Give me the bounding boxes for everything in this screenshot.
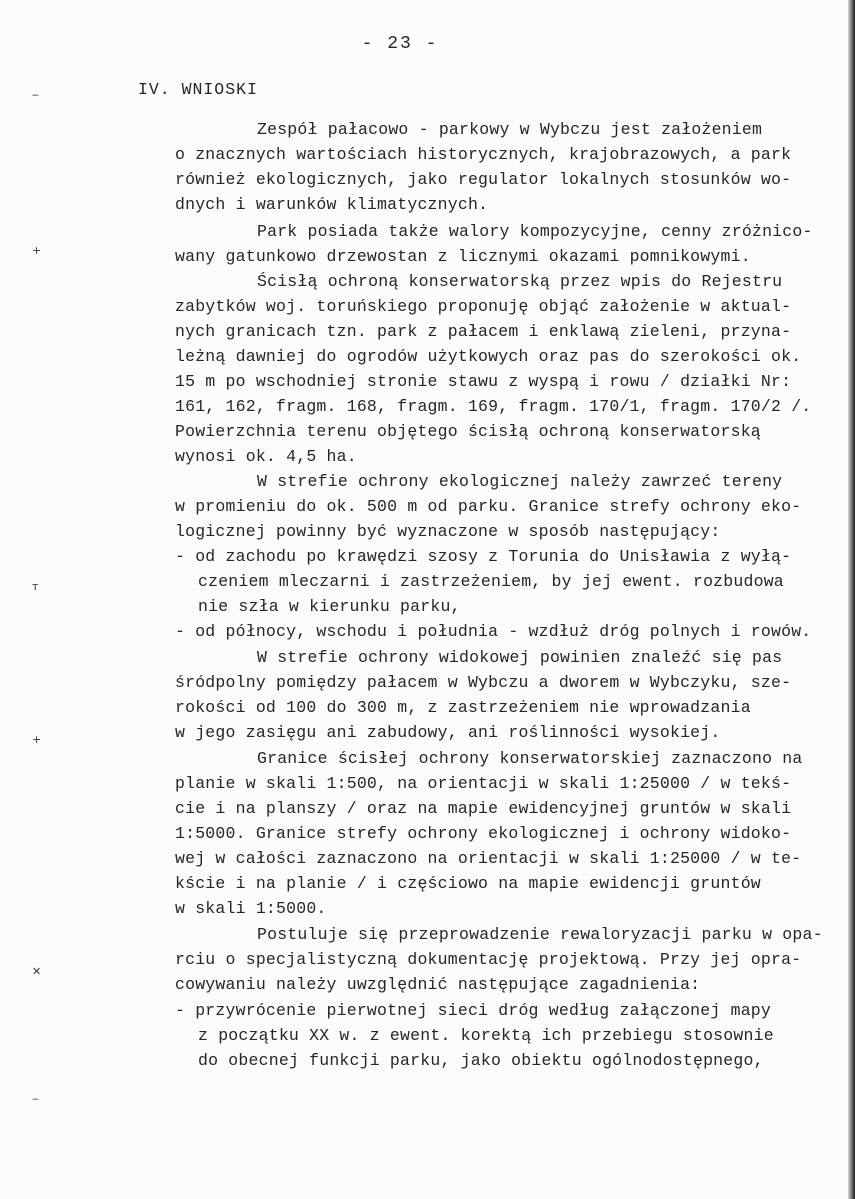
text-line: Granice ścisłej ochrony konserwatorskiej zaznaczono na (257, 749, 803, 768)
text-line: śródpolny pomiędzy pałacem w Wybczu a dworem w Wybczyku, sze- (175, 673, 792, 692)
text-line: do obecnej funkcji parku, jako obiektu ogólnodostępnego, (198, 1051, 764, 1070)
text-line: wej w całości zaznaczono na orientacji w skali 1:25000 / w te- (175, 849, 802, 868)
text-line: W strefie ochrony ekologicznej należy zawrzeć tereny (257, 472, 783, 491)
text-line: w skali 1:5000. (175, 899, 327, 918)
text-line: dnych i warunków klimatycznych. (175, 195, 489, 214)
scan-edge (848, 0, 855, 1199)
text-line: czeniem mleczarni i zastrzeżeniem, by jej ewent. rozbudowa (198, 572, 784, 591)
text-line: wynosi ok. 4,5 ha. (175, 447, 357, 466)
margin-mark: + (32, 244, 42, 257)
text-line: wany gatunkowo drzewostan z licznymi okazami pomnikowymi. (175, 247, 751, 266)
text-line: cowywaniu należy uwzględnić następujące zagadnienia: (175, 975, 701, 994)
text-line: w jego zasięgu ani zabudowy, ani roślinności wysokiej. (175, 723, 721, 742)
text-line: Powierzchnia terenu objętego ścisłą ochroną konserwatorską (175, 422, 761, 441)
text-line: o znacznych wartościach historycznych, krajobrazowych, a park (175, 145, 792, 164)
text-line: również ekologicznych, jako regulator lokalnych stosunków wo- (175, 170, 792, 189)
section-heading: IV. WNIOSKI (138, 80, 258, 99)
text-line: planie w skali 1:500, na orientacji w skali 1:25000 / w tekś- (175, 774, 792, 793)
text-line: W strefie ochrony widokowej powinien znaleźć się pas (257, 648, 783, 667)
margin-mark: т (32, 580, 39, 593)
margin-mark: ‒ (32, 88, 39, 101)
text-line: kście i na planie / i częściowo na mapie ewidencji gruntów (175, 874, 761, 893)
text-line: Park posiada także walory kompozycyjne, cenny zróżnico- (257, 222, 813, 241)
text-line: nie szła w kierunku parku, (198, 597, 461, 616)
margin-mark: ‒ (32, 1092, 39, 1105)
text-line: rokości od 100 do 300 m, z zastrzeżeniem nie wprowadzania (175, 698, 751, 717)
text-line: leżną dawniej do ogrodów użytkowych oraz pas do szerokości ok. (175, 347, 802, 366)
text-line: - od północy, wschodu i południa - wzdłuż dróg polnych i rowów. (175, 622, 812, 641)
text-line: Postuluje się przeprowadzenie rewaloryzacji parku w opa- (257, 925, 823, 944)
text-line: rciu o specjalistyczną dokumentację projektową. Przy jej opra- (175, 950, 802, 969)
text-line: Ścisłą ochroną konserwatorską przez wpis do Rejestru (257, 272, 783, 291)
margin-mark: + (32, 733, 42, 746)
text-line: w promieniu do ok. 500 m od parku. Granice strefy ochrony eko- (175, 497, 802, 516)
text-line: zabytków woj. toruńskiego proponuję objąć założenie w aktual- (175, 297, 792, 316)
page-number: - 23 - (361, 34, 439, 54)
text-line: Zespół pałacowo - parkowy w Wybczu jest założeniem (257, 120, 763, 139)
text-line: 15 m po wschodniej stronie stawu z wyspą i rowu / działki Nr: (175, 372, 792, 391)
text-line: 161, 162, fragm. 168, fragm. 169, fragm. 170/1, fragm. 170/2 /. (175, 397, 812, 416)
text-line: 1:5000. Granice strefy ochrony ekologicznej i ochrony widoko- (175, 824, 792, 843)
text-line: - przywrócenie pierwotnej sieci dróg według załączonej mapy (175, 1001, 771, 1020)
text-line: z początku XX w. z ewent. korektą ich przebiegu stosownie (198, 1026, 774, 1045)
text-line: cie i na planszy / oraz na mapie ewidencyjnej gruntów w skali (175, 799, 792, 818)
text-line: - od zachodu po krawędzi szosy z Torunia do Unisławia z wyłą- (175, 547, 792, 566)
text-line: nych granicach tzn. park z pałacem i enklawą zieleni, przyna- (175, 322, 792, 341)
text-line: logicznej powinny być wyznaczone w sposób następujący: (175, 522, 721, 541)
margin-mark: ✕ (32, 965, 42, 978)
